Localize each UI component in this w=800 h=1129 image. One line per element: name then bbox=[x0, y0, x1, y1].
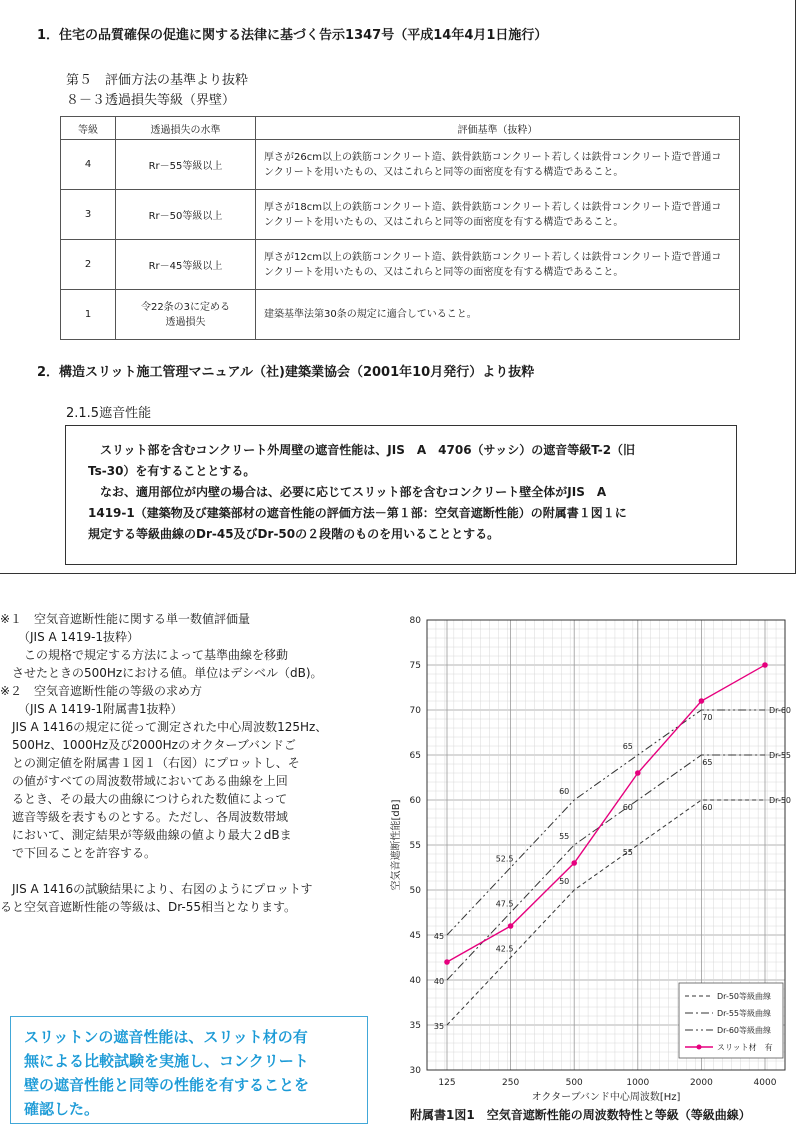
box-line: 1419-1（建築物及び建築部材の遮音性能の評価方法－第１部：空気音遮断性能）の附属書１図１に bbox=[88, 506, 627, 520]
cell-grade: 4 bbox=[61, 140, 116, 190]
x-tick-label: 2000 bbox=[689, 1078, 713, 1088]
legend-label: Dr-55等級曲線 bbox=[717, 1009, 772, 1018]
highlight-line: スリットンの遮音性能は、スリット材の有 bbox=[24, 1028, 308, 1046]
sound-insulation-chart bbox=[385, 605, 800, 1105]
data-point bbox=[571, 860, 577, 866]
notes bbox=[0, 610, 385, 916]
section1-title: 1．住宅の品質確保の促進に関する法律に基づく告示1347号（平成14年4月1日施行） bbox=[37, 28, 548, 43]
note-line: るとき、その最大の曲線につけられた数値によって bbox=[0, 792, 288, 806]
legend-marker bbox=[697, 1045, 702, 1050]
header-criteria: 評価基準（抜粋） bbox=[256, 117, 740, 140]
grade-table bbox=[60, 116, 740, 340]
box-line: Ts-30）を有することとする。 bbox=[88, 464, 256, 478]
data-label: 45 bbox=[433, 932, 445, 941]
x-tick-label: 125 bbox=[438, 1078, 456, 1088]
note-line: （JIS A 1419-1抜粋） bbox=[0, 630, 140, 644]
cell-criteria: 厚さが26cm以上の鉄筋コンクリート造、鉄骨鉄筋コンクリート若しくは鉄骨コンクリート造で普通コンクリートを用いたもの、又はこれらと同等の面密度を有する構造であること。 bbox=[256, 140, 740, 190]
y-tick-label: 65 bbox=[409, 751, 421, 761]
y-tick-label: 45 bbox=[409, 931, 421, 941]
data-label: 50 bbox=[559, 877, 570, 886]
chart-caption: 附属書1図1 空気音遮断性能の周波数特性と等級（等級曲線） bbox=[410, 1108, 751, 1122]
series-end-label: Dr-55 bbox=[769, 751, 792, 760]
y-tick-label: 40 bbox=[409, 976, 421, 986]
note-line: この規格で規定する方法によって基準曲線を移動 bbox=[0, 648, 289, 662]
cell-level-line: 透過損失 bbox=[165, 316, 206, 328]
data-point bbox=[444, 959, 450, 965]
highlight-box bbox=[10, 1016, 368, 1124]
section2-title: 2．構造スリット施工管理マニュアル（社)建築業協会（2001年10月発行）より抜粋 bbox=[37, 365, 535, 380]
highlight-line: 壁の遮音性能と同等の性能を有することを bbox=[24, 1076, 310, 1094]
section2-subsection: 2.1.5遮音性能 bbox=[66, 406, 152, 421]
cell-grade: 2 bbox=[61, 240, 116, 290]
legend-label: Dr-60等級曲線 bbox=[717, 1026, 772, 1035]
note-line: ※２ 空気音遮断性能の等級の求め方 bbox=[0, 684, 203, 698]
data-label: 42.5 bbox=[495, 944, 514, 954]
note-line: との測定値を附属書１図１（右図）にプロットし、そ bbox=[0, 756, 300, 770]
note-line bbox=[0, 862, 385, 880]
data-point bbox=[699, 698, 705, 704]
y-tick-label: 50 bbox=[409, 886, 421, 896]
data-label: 55 bbox=[559, 832, 570, 841]
cell-level bbox=[116, 290, 256, 340]
series-end-label: Dr-60 bbox=[769, 706, 792, 715]
cell-level: Rr－50等級以上 bbox=[116, 190, 256, 240]
data-point bbox=[635, 770, 641, 776]
y-tick-label: 70 bbox=[409, 706, 421, 716]
data-label: 65 bbox=[622, 742, 633, 751]
sound-insulation-box bbox=[65, 425, 737, 565]
note-line: の値がすべての周波数帯域においてある曲線を上回 bbox=[0, 774, 288, 788]
note-line: ※１ 空気音遮断性能に関する単一数値評価量 bbox=[0, 612, 251, 626]
y-tick-label: 30 bbox=[409, 1066, 421, 1076]
cell-criteria: 厚さが12cm以上の鉄筋コンクリート造、鉄骨鉄筋コンクリート若しくは鉄骨コンクリート造で普通コンクリートを用いたもの、又はこれらと同等の面密度を有する構造であること。 bbox=[256, 240, 740, 290]
series-end-label: Dr-50 bbox=[769, 796, 792, 805]
x-tick-label: 250 bbox=[502, 1078, 520, 1088]
data-point bbox=[508, 923, 514, 929]
y-tick-label: 55 bbox=[409, 841, 421, 851]
section1-subtitle: 第５ 評価方法の基準より抜粋 bbox=[66, 73, 249, 88]
y-axis-label: 空気音遮断性能[dB] bbox=[391, 799, 402, 891]
x-tick-label: 4000 bbox=[753, 1078, 777, 1088]
data-label: 55 bbox=[622, 848, 633, 857]
legend-label: Dr-50等級曲線 bbox=[717, 992, 772, 1001]
box-line: なお、適用部位が内壁の場合は、必要に応じてスリット部を含むコンクリート壁全体がJIS A bbox=[100, 485, 607, 499]
box-line: 規定する等級曲線のDr-45及びDr-50の２段階のものを用いることとする。 bbox=[88, 527, 500, 541]
note-line: JIS A 1416の試験結果により、右図のようにプロットす bbox=[0, 882, 313, 896]
y-tick-label: 60 bbox=[409, 796, 421, 806]
table-row bbox=[61, 240, 740, 290]
section1-table-title: ８－３透過損失等級（界壁） bbox=[66, 93, 236, 108]
data-label: 60 bbox=[622, 803, 633, 812]
data-label: 70 bbox=[702, 713, 713, 722]
note-line: させたときの500Hzにおける値。単位はデシベル（dB)。 bbox=[0, 666, 323, 680]
data-label: 40 bbox=[433, 977, 445, 986]
cell-level: Rr－55等級以上 bbox=[116, 140, 256, 190]
cell-criteria: 建築基準法第30条の規定に適合していること。 bbox=[256, 290, 740, 340]
note-line: において、測定結果が等級曲線の値より最大２dBま bbox=[0, 828, 292, 842]
cell-level: Rr－45等級以上 bbox=[116, 240, 256, 290]
note-line: 遮音等級を表すものとする。ただし、各周波数帯域 bbox=[0, 810, 289, 824]
y-tick-label: 75 bbox=[409, 661, 421, 671]
cell-level-line: 令22条の3に定める bbox=[140, 301, 231, 313]
y-tick-label: 35 bbox=[409, 1021, 421, 1031]
legend-label: スリット材 有 bbox=[717, 1043, 773, 1052]
highlight-line: 確認した。 bbox=[24, 1100, 100, 1118]
box-line: スリット部を含むコンクリート外周壁の遮音性能は、JIS A 4706（サッシ）の遮音等級T-2（旧 bbox=[100, 443, 636, 457]
header-level: 透過損失の水準 bbox=[116, 117, 256, 140]
note-line: （JIS A 1419-1附属書1抜粋） bbox=[0, 702, 183, 716]
cell-grade: 3 bbox=[61, 190, 116, 240]
note-line: で下回ることを許容する。 bbox=[0, 846, 157, 860]
cell-grade: 1 bbox=[61, 290, 116, 340]
cell-criteria: 厚さが18cm以上の鉄筋コンクリート造、鉄骨鉄筋コンクリート若しくは鉄骨コンクリート造で普通コンクリートを用いたもの、又はこれらと同等の面密度を有する構造であること。 bbox=[256, 190, 740, 240]
highlight-line: 無による比較試験を実施し、コンクリート bbox=[24, 1052, 309, 1070]
note-line: JIS A 1416の規定に従って測定された中心周波数125Hz、 bbox=[0, 720, 328, 734]
data-label: 47.5 bbox=[495, 899, 514, 909]
table-header-row bbox=[61, 117, 740, 140]
data-label: 60 bbox=[559, 787, 570, 796]
data-label: 65 bbox=[702, 758, 713, 767]
table-row bbox=[61, 190, 740, 240]
table-row bbox=[61, 290, 740, 340]
note-line: 500Hz、1000Hz及び2000Hzのオクターブバンドご bbox=[0, 738, 296, 752]
y-tick-label: 80 bbox=[409, 616, 421, 626]
table-row bbox=[61, 140, 740, 190]
data-label: 52.5 bbox=[495, 854, 514, 864]
data-point bbox=[762, 662, 768, 668]
x-tick-label: 1000 bbox=[626, 1078, 650, 1088]
x-tick-label: 500 bbox=[565, 1078, 583, 1088]
data-label: 35 bbox=[433, 1022, 445, 1031]
header-grade: 等級 bbox=[61, 117, 116, 140]
x-axis-label: オクターブバンド中心周波数[Hz] bbox=[531, 1092, 681, 1103]
data-label: 60 bbox=[702, 803, 713, 812]
note-line: ると空気音遮断性能の等級は、Dr-55相当となります。 bbox=[0, 900, 297, 914]
